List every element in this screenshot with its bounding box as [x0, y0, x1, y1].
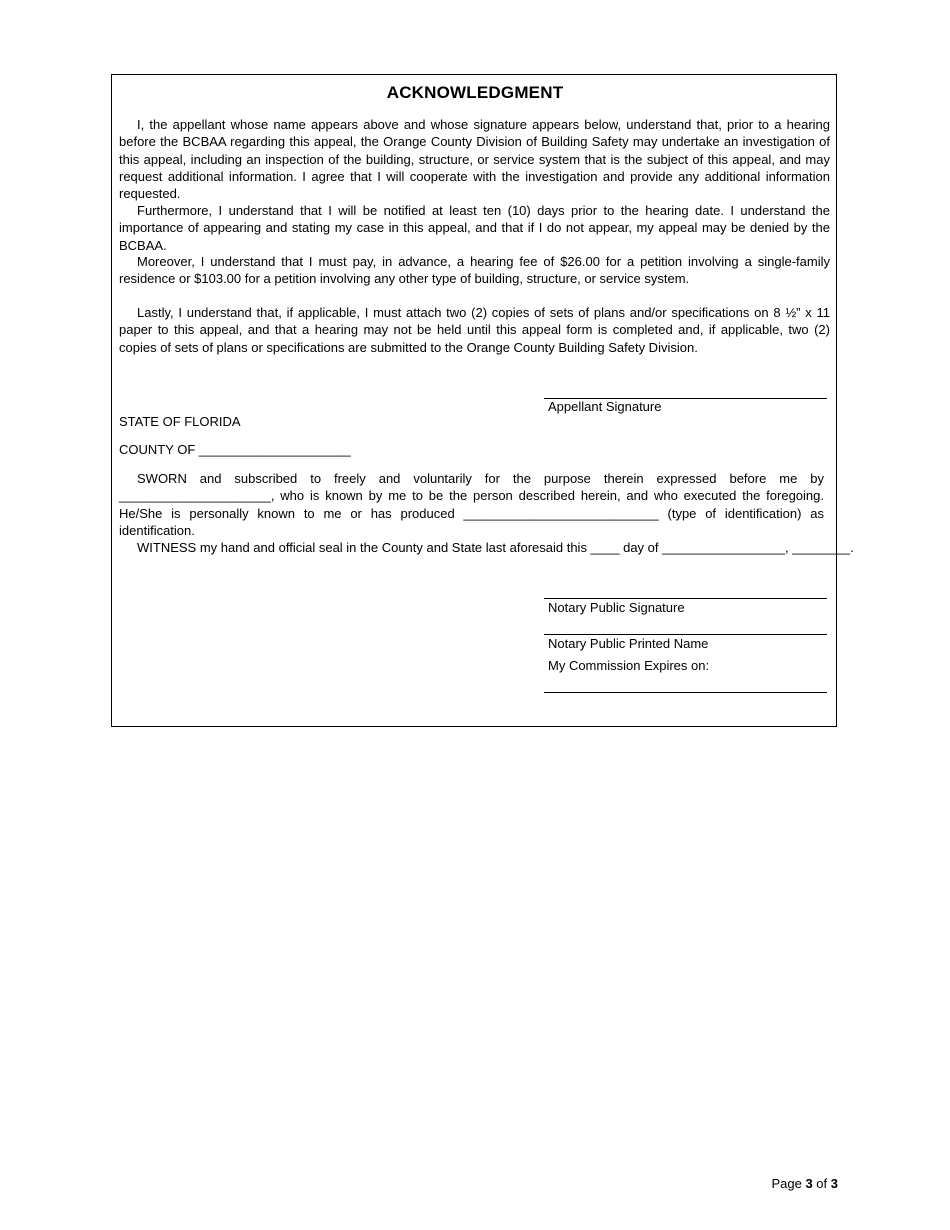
page-word: Page — [771, 1176, 802, 1191]
page-title: ACKNOWLEDGMENT — [386, 83, 564, 102]
paragraph-hearing-fee: Moreover, I understand that I must pay, in advance, a hearing fee of $26.00 for a petition involving a single-family residence or $103.00 for a petition involving any other type of building, structure, or service system. — [119, 254, 830, 287]
paragraph-plans: Lastly, I understand that, if applicable, I must attach two (2) copies of sets of plans and/or specifications on 8 ½” x 11 paper to this appeal, and that a hearing may not be held until this appeal form is completed and, if applicable, two (2) copies of sets of plans or specifications are submitted to the Orange County Building Safety Division. — [119, 305, 830, 355]
commission-expires-label: My Commission Expires on: — [548, 658, 710, 673]
paragraph-notification: Furthermore, I understand that I will be notified at least ten (10) days prior to the hearing date. I understand the importance of appearing and stating my case in this appeal, and that if I do not appear, my appeal may be denied by the BCBAA. — [119, 203, 830, 253]
total-pages-number: 3 — [830, 1176, 838, 1191]
commission-expires-line[interactable] — [544, 692, 827, 693]
notary-printed-name-label: Notary Public Printed Name — [548, 636, 709, 651]
sworn-paragraph: SWORN and subscribed to freely and voluntarily for the purpose therein expressed before me by _____________________, who is known by me to be the person described herein, and who executed the foregoing. He/She is personally known to me or has produced ___________________________ (type of identification) as identification. — [119, 471, 824, 538]
county-field: COUNTY OF _____________________ — [119, 442, 351, 457]
state-label: STATE OF FLORIDA — [119, 414, 241, 429]
of-word: of — [816, 1176, 828, 1191]
witness-line: WITNESS my hand and official seal in the County and State last aforesaid this ____ day of _________________, ________. — [137, 540, 854, 555]
paragraph-investigation: I, the appellant whose name appears above and whose signature appears below, understand that, prior to a hearing before the BCBAA regarding this appeal, the Orange County Division of Building Safety may undertake an investigation of this appeal, including an inspection of the building, structure, or service system that is the subject of this appeal, and may request additional information. I agree that I will cooperate with the investigation and provide any additional information requested. — [119, 117, 830, 202]
notary-signature-label: Notary Public Signature — [548, 600, 685, 615]
current-page-number: 3 — [805, 1176, 813, 1191]
page-number — [771, 1176, 838, 1191]
appellant-signature-label: Appellant Signature — [548, 399, 662, 414]
